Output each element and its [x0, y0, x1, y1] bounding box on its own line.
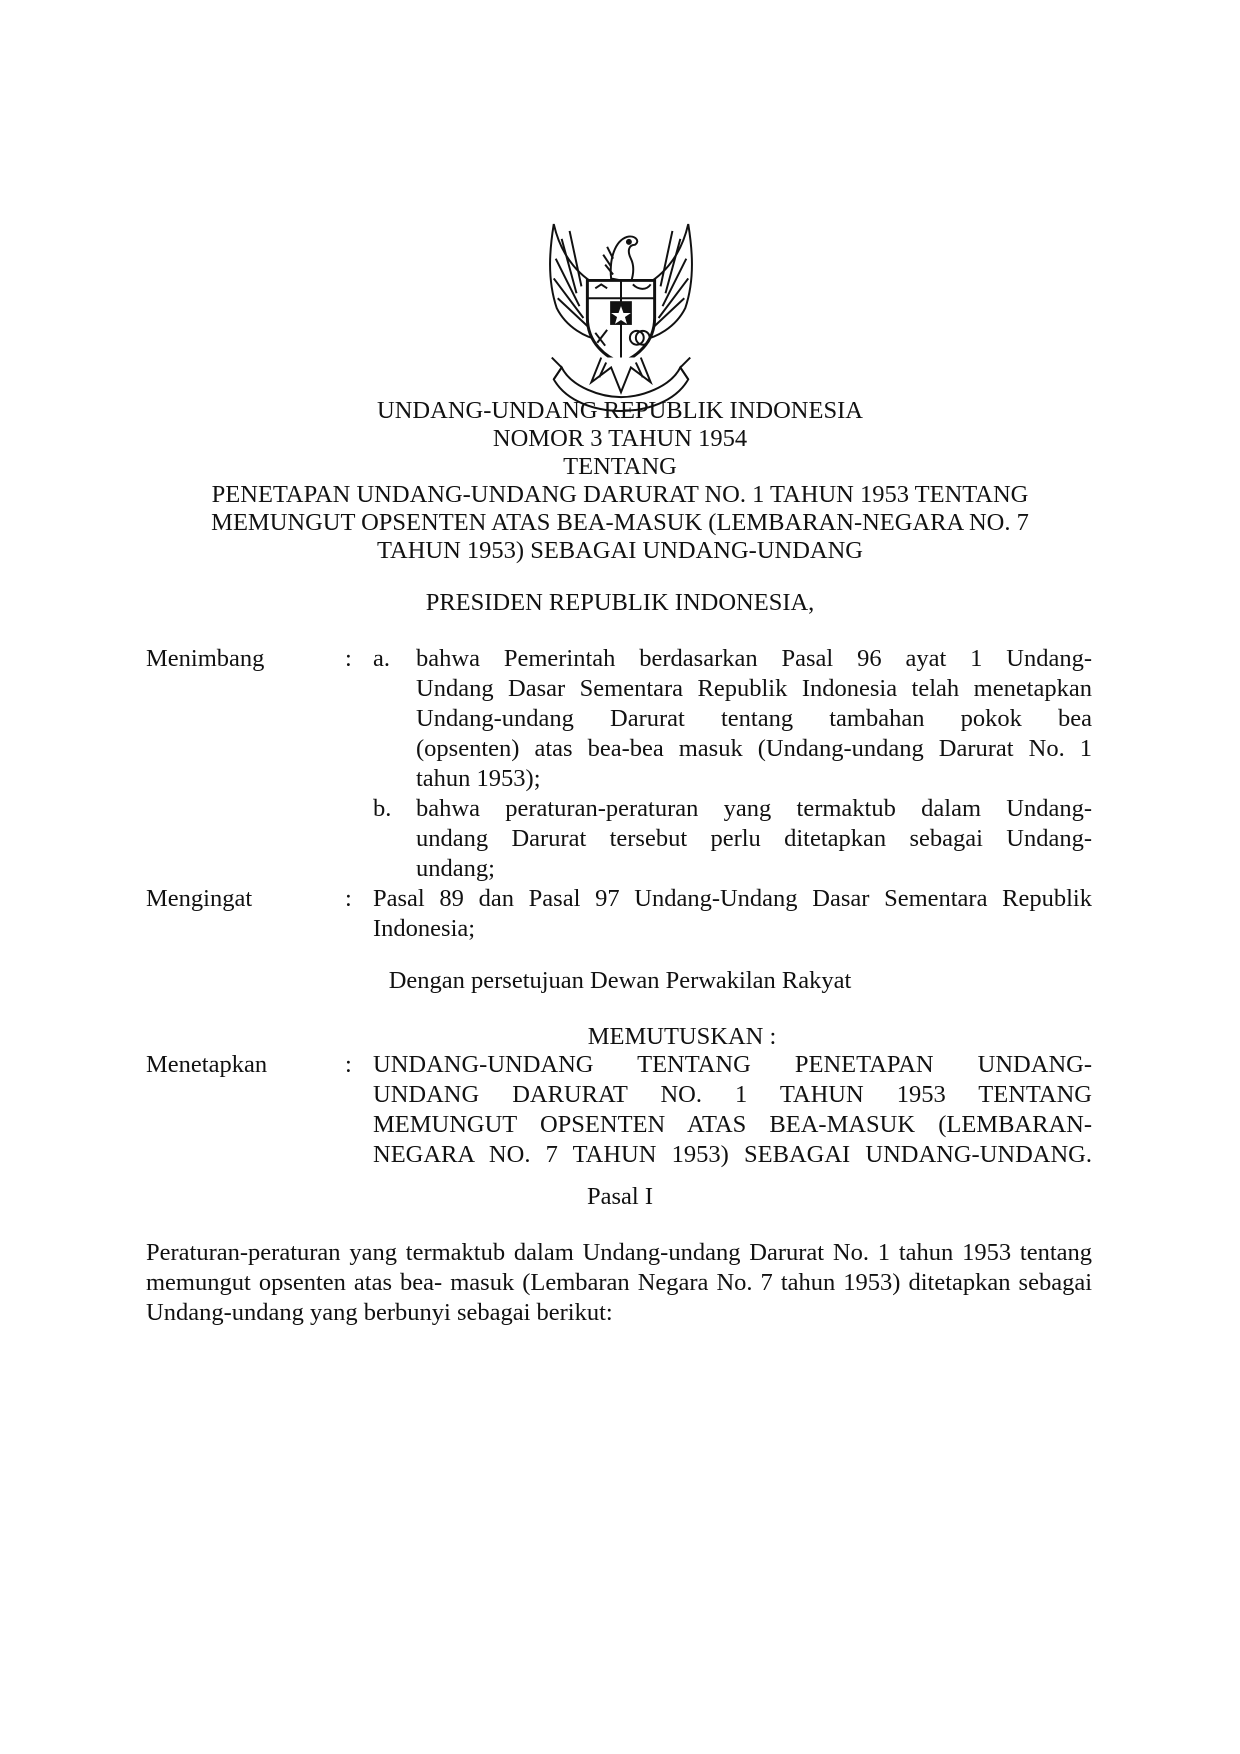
menimbang-b-line: undang;: [416, 855, 495, 882]
pasal-body-line: Undang-undang yang berbunyi sebagai berikut:: [146, 1299, 613, 1326]
subject-line-1: PENETAPAN UNDANG-UNDANG DARURAT NO. 1 TAHUN 1953 TENTANG: [211, 481, 1029, 508]
menimbang-a-line: Undang-undang Darurat tentang tambahan pokok bea: [416, 705, 1092, 732]
document-about: TENTANG: [563, 453, 677, 480]
menimbang-item-a-marker: a.: [373, 645, 390, 672]
menimbang-a-line: tahun 1953);: [416, 765, 541, 792]
decision-heading: MEMUTUSKAN :: [587, 1023, 777, 1050]
mengingat-line: Pasal 89 dan Pasal 97 Undang-Undang Dasar Sementara Republik: [373, 885, 1092, 912]
menimbang-item-a: [416, 644, 1092, 794]
menimbang-a-line: Undang Dasar Sementara Republik Indonesia telah menetapkan: [416, 675, 1092, 702]
menimbang-label: Menimbang: [146, 645, 265, 672]
menimbang-item-b: [416, 794, 1092, 884]
garuda-emblem-icon: [532, 218, 710, 418]
document-number: NOMOR 3 TAHUN 1954: [492, 425, 748, 452]
menetapkan-line: UNDANG DARURAT NO. 1 TAHUN 1953 TENTANG: [373, 1081, 1092, 1108]
menimbang-a-line: bahwa Pemerintah berdasarkan Pasal 96 ayat 1 Undang-: [416, 645, 1092, 672]
approval-text: Dengan persetujuan Dewan Perwakilan Rakyat: [388, 967, 852, 994]
menetapkan-text: [373, 1050, 1092, 1170]
menimbang-item-b-marker: b.: [373, 795, 392, 822]
menimbang-colon: :: [345, 645, 352, 672]
menimbang-b-line: bahwa peraturan-peraturan yang termaktub dalam Undang-: [416, 795, 1092, 822]
pasal-body: [146, 1238, 1092, 1328]
menetapkan-line: UNDANG-UNDANG TENTANG PENETAPAN UNDANG-: [373, 1051, 1092, 1078]
mengingat-label: Mengingat: [146, 885, 253, 912]
pasal-body-line: memungut opsenten atas bea- masuk (Lembaran Negara No. 7 tahun 1953) ditetapkan sebagai: [146, 1269, 1092, 1296]
subject-line-3: TAHUN 1953) SEBAGAI UNDANG-UNDANG: [377, 537, 863, 564]
menetapkan-label: Menetapkan: [146, 1051, 268, 1078]
menetapkan-line: MEMUNGUT OPSENTEN ATAS BEA-MASUK (LEMBARAN-: [373, 1111, 1092, 1138]
menetapkan-colon: :: [345, 1051, 352, 1078]
pasal-heading: Pasal I: [587, 1183, 653, 1210]
document-title: UNDANG-UNDANG REPUBLIK INDONESIA: [377, 397, 863, 424]
mengingat-colon: :: [345, 885, 352, 912]
subject-line-2: MEMUNGUT OPSENTEN ATAS BEA-MASUK (LEMBARAN-NEGARA NO. 7: [211, 509, 1029, 536]
menimbang-a-line: (opsenten) atas bea-bea masuk (Undang-undang Darurat No. 1: [416, 735, 1092, 762]
pasal-body-line: Peraturan-peraturan yang termaktub dalam Undang-undang Darurat No. 1 tahun 1953 tentang: [146, 1239, 1092, 1266]
menetapkan-line: NEGARA NO. 7 TAHUN 1953) SEBAGAI UNDANG-UNDANG.: [373, 1141, 1092, 1168]
president-heading: PRESIDEN REPUBLIK INDONESIA,: [425, 589, 815, 616]
mengingat-line: Indonesia;: [373, 915, 476, 942]
menimbang-b-line: undang Darurat tersebut perlu ditetapkan sebagai Undang-: [416, 825, 1092, 852]
mengingat-text: [373, 884, 1092, 944]
